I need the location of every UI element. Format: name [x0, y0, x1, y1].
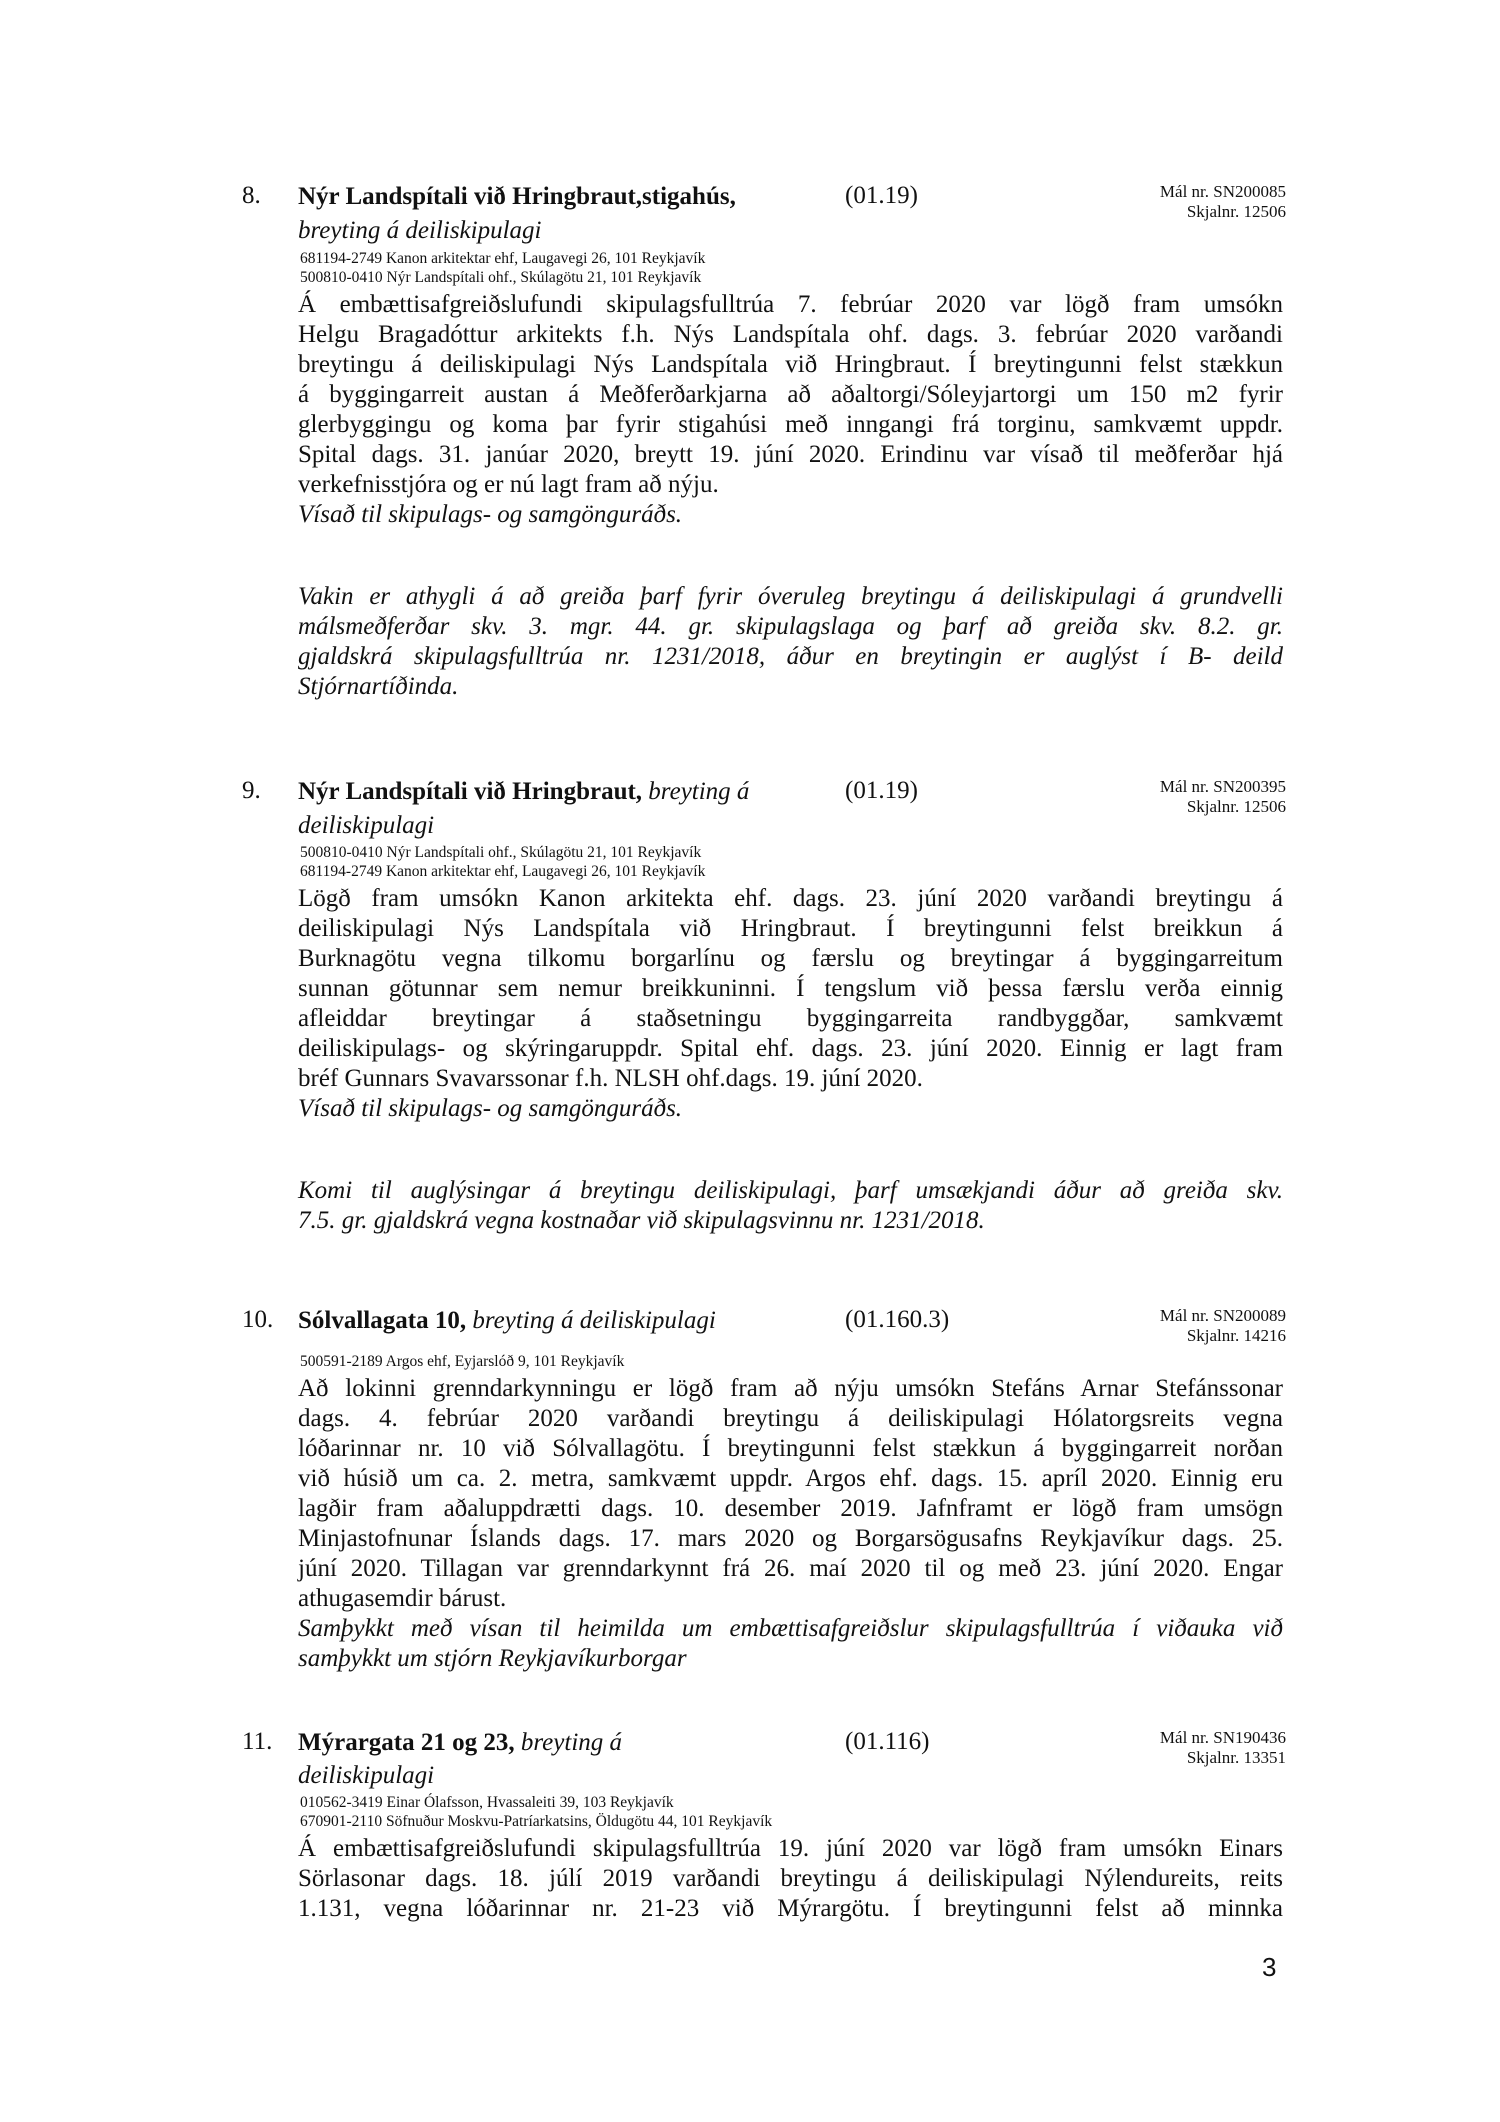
- item-title: [298, 1728, 622, 1758]
- body-line: Á embættisafgreiðslufundi skipulagsfulltrúa 7. febrúar 2020 var lögð fram umsókn: [298, 291, 1283, 318]
- note-line: Komi til auglýsingar á breytingu deiliskipulagi, þarf umsækjandi áður að greiða skv.: [298, 1177, 1283, 1204]
- item-title-line2: [298, 1761, 434, 1791]
- body-line: deiliskipulags- og skýringaruppdr. Spital ehf. dags. 23. júní 2020. Einnig er lagt fram: [298, 1035, 1283, 1062]
- mal-nr: Mál nr. SN190436: [1159, 1728, 1286, 1747]
- body-line: lagðir fram aðaluppdrætti dags. 10. desember 2019. Jafnframt er lögð fram umsögn: [298, 1495, 1283, 1522]
- case-reference: [1160, 182, 1286, 222]
- body-line: Burknagötu vegna tilkomu borgarlínu og færslu og breytingar á byggingarreitum: [298, 945, 1283, 972]
- applicant-addresses: [300, 249, 705, 287]
- case-reference: [1160, 777, 1286, 817]
- note-line: gjaldskrá skipulagsfulltrúa nr. 1231/2018, áður en breytingin er auglýst í B- deild: [298, 643, 1283, 670]
- item-code: (01.19): [845, 182, 918, 209]
- address-line: 681194-2749 Kanon arkitektar ehf, Laugavegi 26, 101 Reykjavík: [300, 250, 706, 267]
- item-code: (01.19): [845, 777, 918, 804]
- body-line: lóðarinnar nr. 10 við Sólvallagötu. Í breytingunni felst stækkun á byggingarreit norðan: [298, 1435, 1283, 1462]
- applicant-addresses: [300, 1352, 624, 1371]
- mal-nr: Mál nr. SN200089: [1159, 1306, 1286, 1325]
- item-number: 10.: [242, 1306, 274, 1333]
- address-line: 010562-3419 Einar Ólafsson, Hvassaleiti 39, 103 Reykjavík: [300, 1794, 674, 1811]
- skjal-nr: Skjalnr. 12506: [1186, 202, 1286, 221]
- body-line: Sörlasonar dags. 18. júlí 2019 varðandi breytingu á deiliskipulagi Nýlendureits, reits: [298, 1865, 1283, 1892]
- body-line: Minjastofnunar Íslands dags. 17. mars 2020 og Borgarsögusafns Reykjavíkur dags. 25.: [298, 1525, 1283, 1552]
- item-title-italic: breyting á deiliskipulagi: [466, 1307, 716, 1334]
- skjal-nr: Skjalnr. 12506: [1186, 797, 1286, 816]
- address-line: 670901-2110 Söfnuður Moskvu-Patríarkatsins, Öldugötu 44, 101 Reykjavík: [300, 1813, 773, 1830]
- item-title-bold: Sólvallagata 10,: [298, 1307, 467, 1334]
- item-note: [298, 1176, 1283, 1236]
- decision-line: Samþykkt með vísan til heimilda um embættisafgreiðslur skipulagsfulltrúa í viðauka við: [298, 1615, 1283, 1642]
- body-line: breytingu á deiliskipulagi Nýs Landspítala við Hringbraut. Í breytingunni felst stækkun: [298, 351, 1283, 378]
- item-code: (01.160.3): [845, 1306, 950, 1333]
- address-line: 500810-0410 Nýr Landspítali ohf., Skúlagötu 21, 101 Reykjavík: [300, 269, 702, 286]
- applicant-addresses: [300, 843, 705, 881]
- item-number: 8.: [242, 182, 261, 209]
- body-line: sunnan götunnar sem nemur breikkuninni. Í tengslum við þessa færslu verða einnig: [298, 975, 1283, 1002]
- body-line: dags. 4. febrúar 2020 varðandi breytingu á deiliskipulagi Hólatorgsreits vegna: [298, 1405, 1283, 1432]
- item-title-line2: [298, 811, 434, 841]
- item-title-italic-line2: deiliskipulagi: [298, 1762, 435, 1789]
- body-line: á byggingarreit austan á Meðferðarkjarna að aðaltorgi/Sóleyjartorgi um 150 m2 fyrir: [298, 381, 1283, 408]
- body-line: Að lokinni grenndarkynningu er lögð fram að nýju umsókn Stefáns Arnar Stefánssonar: [298, 1375, 1283, 1402]
- body-line: Spital dags. 31. janúar 2020, breytt 19. júní 2020. Erindinu var vísað til meðferðar hjá: [298, 441, 1283, 468]
- item-body: [298, 1374, 1283, 1674]
- item-number: 9.: [242, 777, 261, 804]
- decision: Vísað til skipulags- og samgönguráðs.: [298, 501, 683, 528]
- item-body: [298, 884, 1283, 1124]
- case-reference: [1160, 1306, 1286, 1346]
- body-line: 1.131, vegna lóðarinnar nr. 21-23 við Mýrargötu. Í breytingunni felst að minnka: [298, 1895, 1283, 1922]
- item-code: (01.116): [845, 1728, 930, 1755]
- item-body: [298, 1834, 1283, 1924]
- body-line: athugasemdir bárust.: [298, 1585, 507, 1612]
- item-title: [298, 1306, 716, 1336]
- item-note: [298, 582, 1283, 702]
- item-title-line2: [298, 216, 541, 246]
- body-line: afleiddar breytingar á staðsetningu byggingarreita randbyggðar, samkvæmt: [298, 1005, 1283, 1032]
- address-line: 500810-0410 Nýr Landspítali ohf., Skúlagötu 21, 101 Reykjavík: [300, 844, 702, 861]
- address-line: 500591-2189 Argos ehf, Eyjarslóð 9, 101 Reykjavík: [300, 1353, 625, 1370]
- item-title: [298, 777, 749, 807]
- note-line: Stjórnartíðinda.: [298, 673, 459, 700]
- item-title-italic: breyting á deiliskipulagi: [298, 217, 542, 244]
- decision-line: samþykkt um stjórn Reykjavíkurborgar: [298, 1645, 687, 1672]
- body-line: Á embættisafgreiðslufundi skipulagsfulltrúa 19. júní 2020 var lögð fram umsókn Einars: [298, 1835, 1283, 1862]
- item-title-italic: breyting á: [642, 778, 750, 805]
- skjal-nr: Skjalnr. 14216: [1186, 1326, 1286, 1345]
- body-line: deiliskipulagi Nýs Landspítala við Hringbraut. Í breytingunni felst breikkun á: [298, 915, 1283, 942]
- skjal-nr: Skjalnr. 13351: [1186, 1748, 1286, 1767]
- note-line: Vakin er athygli á að greiða þarf fyrir óveruleg breytingu á deiliskipulagi á grundvelli: [298, 583, 1283, 610]
- body-line: bréf Gunnars Svavarssonar f.h. NLSH ohf.dags. 19. júní 2020.: [298, 1065, 923, 1092]
- note-line: 7.5. gr. gjaldskrá vegna kostnaðar við skipulagsvinnu nr. 1231/2018.: [298, 1207, 985, 1234]
- item-title-bold: Mýrargata 21 og 23,: [298, 1729, 515, 1756]
- mal-nr: Mál nr. SN200085: [1159, 182, 1286, 201]
- body-line: við húsið um ca. 2. metra, samkvæmt uppdr. Argos ehf. dags. 15. apríl 2020. Einnig eru: [298, 1465, 1283, 1492]
- item-title-italic: breyting á: [514, 1729, 623, 1756]
- applicant-addresses: [300, 1793, 772, 1831]
- body-line: glerbyggingu og koma þar fyrir stigahúsi með inngangi frá torginu, samkvæmt uppdr.: [298, 411, 1283, 438]
- item-title-bold: Nýr Landspítali við Hringbraut,: [298, 778, 643, 805]
- decision: Vísað til skipulags- og samgönguráðs.: [298, 1095, 683, 1122]
- item-title: [298, 182, 736, 212]
- item-title-italic-line2: deiliskipulagi: [298, 812, 435, 839]
- item-body: [298, 290, 1283, 530]
- address-line: 681194-2749 Kanon arkitektar ehf, Laugavegi 26, 101 Reykjavík: [300, 863, 706, 880]
- body-line: verkefnisstjóra og er nú lagt fram að nýju.: [298, 471, 719, 498]
- body-line: Helgu Bragadóttur arkitekts f.h. Nýs Landspítala ohf. dags. 3. febrúar 2020 varðandi: [298, 321, 1283, 348]
- item-title-bold: Nýr Landspítali við Hringbraut,stigahús,: [298, 183, 736, 210]
- note-line: málsmeðferðar skv. 3. mgr. 44. gr. skipulagslaga og þarf að greiða skv. 8.2. gr.: [298, 613, 1283, 640]
- mal-nr: Mál nr. SN200395: [1159, 777, 1286, 796]
- case-reference: [1160, 1728, 1286, 1768]
- page-number: 3: [1262, 1952, 1277, 1982]
- item-number: 11.: [242, 1728, 273, 1755]
- body-line: Lögð fram umsókn Kanon arkitekta ehf. dags. 23. júní 2020 varðandi breytingu á: [298, 885, 1283, 912]
- body-line: júní 2020. Tillagan var grenndarkynnt frá 26. maí 2020 til og með 23. júní 2020. Engar: [298, 1555, 1283, 1582]
